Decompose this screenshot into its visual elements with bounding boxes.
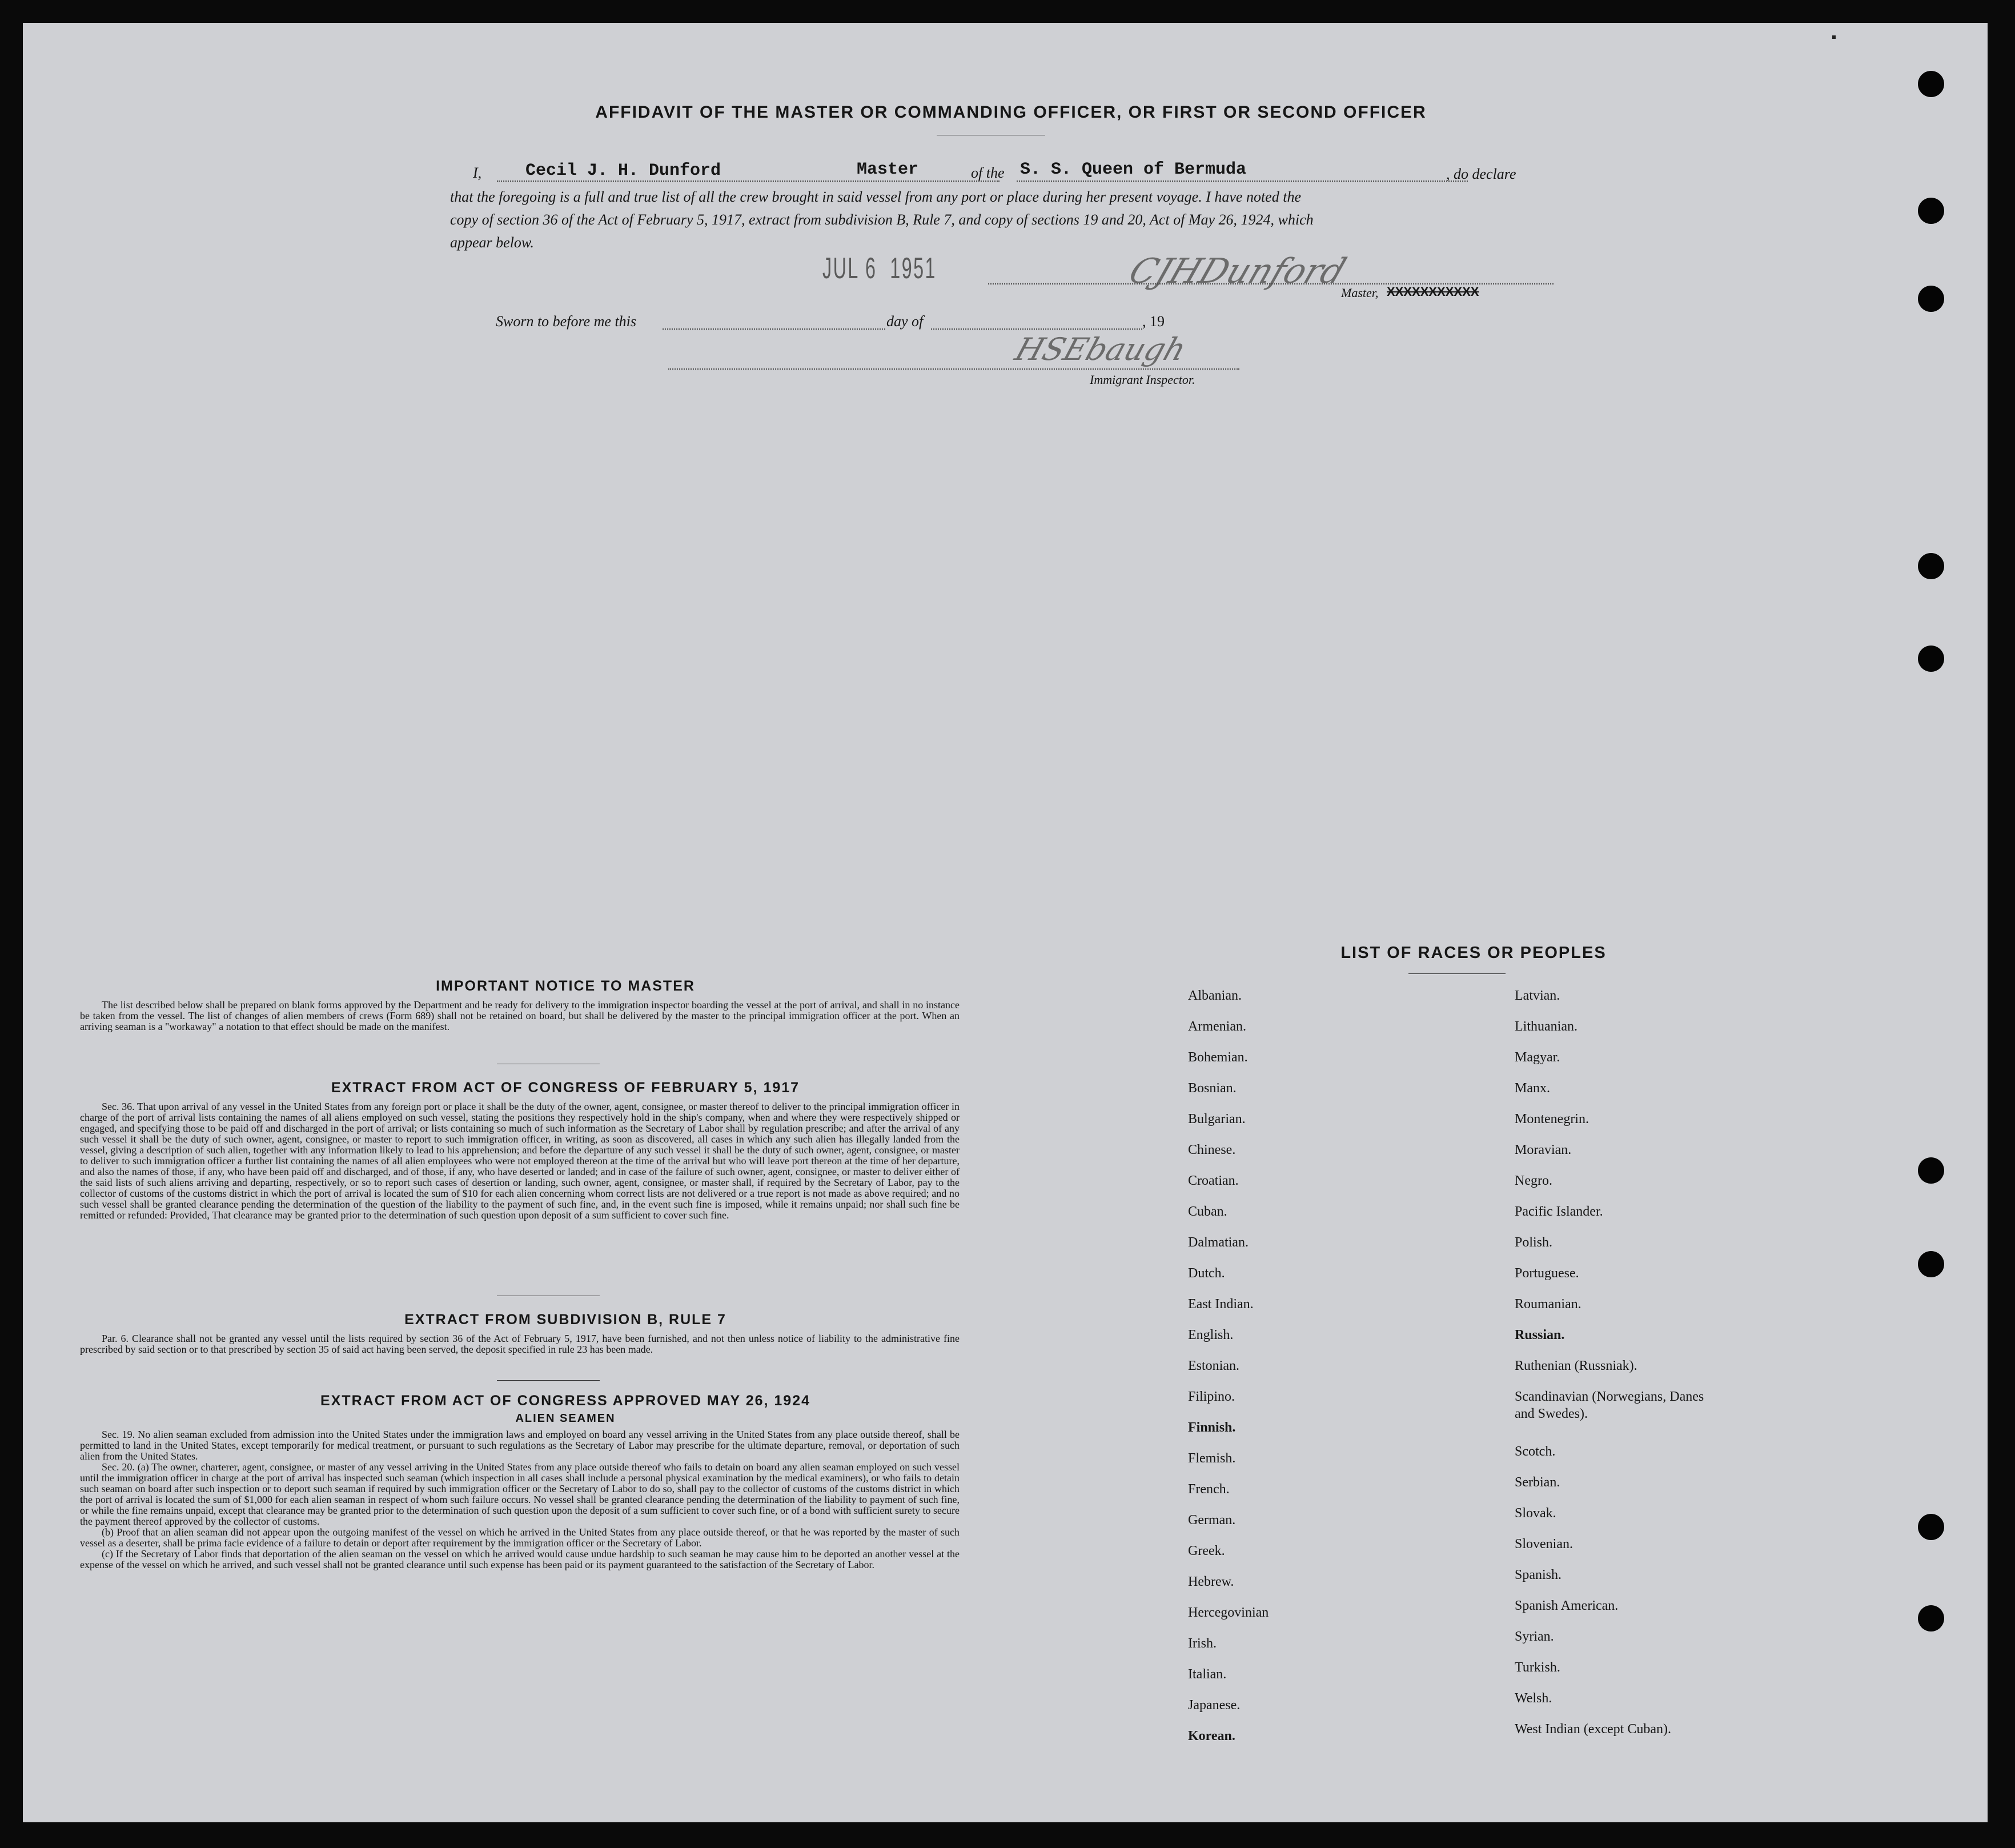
- rule7-title: EXTRACT FROM SUBDIVISION B, RULE 7: [404, 1312, 726, 1328]
- race-item: Spanish.: [1515, 1568, 1562, 1582]
- race-item: Lithuanian.: [1515, 1019, 1578, 1034]
- race-item: Scandinavian (Norwegians, Danes and Swedes).: [1515, 1389, 1704, 1421]
- affidavit-title: AFFIDAVIT OF THE MASTER OR COMMANDING OFFICER, OR FIRST OR SECOND OFFICER: [595, 103, 1427, 122]
- extract-1924-text: [80, 1429, 960, 1570]
- race-item: Hercegovinian: [1188, 1605, 1269, 1620]
- races-left-column: [1188, 987, 1508, 1758]
- binder-hole: [1918, 553, 1944, 579]
- binder-hole: [1918, 646, 1944, 672]
- extract-1917-text: [80, 1101, 960, 1221]
- race-item: Flemish.: [1188, 1451, 1236, 1466]
- binder-hole: [1918, 1514, 1944, 1540]
- binder-hole: [1918, 1157, 1944, 1184]
- binder-hole: [1918, 198, 1944, 224]
- race-item: Moravian.: [1515, 1143, 1572, 1157]
- vessel-name: S. S. Queen of Bermuda: [1020, 160, 1247, 179]
- race-item: Latvian.: [1515, 988, 1560, 1003]
- race-item: Japanese.: [1188, 1698, 1241, 1713]
- race-item: Magyar.: [1515, 1050, 1560, 1065]
- sec-19-paragraph: Sec. 19. No alien seaman excluded from admission into the United States under the immigration laws and employed on board any vessel arriving in the United States from any place outside thereof, shall be permitted to land in the United States, except temporarily for medical treatment, or pursuant to such regulations as the Secretary of Labor may prescribe for the ultimate departure, removal, or deportation of such alien from the United States.: [80, 1429, 960, 1462]
- race-item: Dalmatian.: [1188, 1235, 1249, 1250]
- name-line: [497, 181, 1000, 182]
- year-label: , 19: [1142, 313, 1165, 330]
- extract-1917-title: EXTRACT FROM ACT OF CONGRESS OF FEBRUARY 5, 1917: [331, 1080, 800, 1096]
- race-item: Montenegrin.: [1515, 1112, 1589, 1127]
- race-item: East Indian.: [1188, 1297, 1254, 1312]
- affidavit-line-3: copy of section 36 of the Act of February 5, 1917, extract from subdivision B, Rule 7, and copy of sections 19 and 20, Act of May 26, 1924, which: [450, 211, 1314, 228]
- race-item: Turkish.: [1515, 1660, 1560, 1675]
- race-item: Ruthenian (Russniak).: [1515, 1358, 1637, 1373]
- notice-title: IMPORTANT NOTICE TO MASTER: [436, 978, 695, 994]
- rank: Master: [857, 160, 919, 179]
- race-item: German.: [1188, 1513, 1236, 1528]
- race-item: Bulgarian.: [1188, 1112, 1246, 1127]
- races-title: LIST OF RACES OR PEOPLES: [1340, 944, 1607, 962]
- race-item: Portuguese.: [1515, 1266, 1579, 1281]
- inspector-label: Immigrant Inspector.: [1090, 372, 1195, 387]
- race-item: Scotch.: [1515, 1444, 1556, 1459]
- race-item: Croatian.: [1188, 1173, 1239, 1188]
- day-of-label: day of: [886, 313, 924, 330]
- race-item: Roumanian.: [1515, 1297, 1582, 1312]
- struck-title: XXXXXXXXXXX: [1387, 284, 1479, 299]
- races-divider: [1408, 973, 1506, 974]
- master-label: Master,: [1341, 286, 1379, 300]
- race-item: Welsh.: [1515, 1691, 1552, 1706]
- race-item: Cuban.: [1188, 1204, 1227, 1219]
- race-item: Bohemian.: [1188, 1050, 1248, 1065]
- race-item: Filipino.: [1188, 1389, 1235, 1404]
- race-item: Manx.: [1515, 1081, 1550, 1096]
- declare-label: , do declare: [1446, 166, 1516, 182]
- race-item: Dutch.: [1188, 1266, 1225, 1281]
- alien-seamen-subtitle: ALIEN SEAMEN: [515, 1412, 616, 1425]
- race-item: Slovak.: [1515, 1506, 1556, 1521]
- sec-20a-paragraph: Sec. 20. (a) The owner, charterer, agent, consignee, or master of any vessel arriving in the United States from any place outside thereof who fails to detain on board any alien seaman employed on such vessel until the immigration officer in charge at the port of arrival has inspected such seaman (which inspection in all cases shall include a personal physical examination by the medical examiners), or who fails to detain such seaman on board after such inspection or to deport such seaman if required by such immigration officer or the Secretary of Labor to do so, shall pay to the collector of customs of the customs district in which the port of arrival is located the sum of $1,000 for each alien seaman in respect of whom such failure occurs. No vessel shall be granted clearance pending the determination of the liability to payment of such fine, or while the fine remains unpaid, except that clearance may be granted prior to the determination of such question upon the deposit of a sum sufficient to cover such fine, or of a bond with sufficient surety to secure the payment thereof approved by the collector of customs.: [80, 1461, 960, 1527]
- race-item: Chinese.: [1188, 1143, 1236, 1157]
- affidavit-line-4: appear below.: [450, 234, 534, 251]
- affidavit-line-2: that the foregoing is a full and true list of all the crew brought in said vessel from any port or place during her present voyage. I have noted the: [450, 189, 1301, 205]
- race-item: Slovenian.: [1515, 1537, 1573, 1552]
- inspector-signature: HSEbaugh: [1010, 331, 1191, 367]
- race-item: Korean.: [1188, 1729, 1235, 1743]
- race-item: Armenian.: [1188, 1019, 1246, 1034]
- races-right-column: [1515, 987, 1835, 1751]
- race-item: English.: [1188, 1328, 1234, 1342]
- date-stamp: JUL 6 1951: [822, 252, 937, 285]
- race-item: Polish.: [1515, 1235, 1553, 1250]
- sworn-label: Sworn to before me this: [496, 313, 637, 330]
- master-signature: CJHDunford: [1123, 251, 1351, 291]
- notice-text: [80, 1000, 960, 1032]
- inspector-line: [668, 368, 1239, 370]
- binder-hole: [1918, 1605, 1944, 1631]
- race-item: Albanian.: [1188, 988, 1242, 1003]
- binder-hole: [1918, 1251, 1944, 1277]
- divider: [497, 1380, 600, 1381]
- mark: [1832, 35, 1836, 39]
- sec-20b-paragraph: (b) Proof that an alien seaman did not appear upon the outgoing manifest of the vessel on which he arrived in the United States from any place outside thereof, or that he was reported by the master of such vessel as a deserter, shall be prima facie evidence of a failure to detain or deport after requirement by the immigration officer or the Secretary of Labor.: [80, 1526, 960, 1549]
- vessel-line: [1017, 181, 1468, 182]
- race-item: Spanish American.: [1515, 1598, 1619, 1613]
- notice-paragraph: The list described below shall be prepared on blank forms approved by the Department and be ready for delivery to the immigration inspector boarding the vessel at the port of arrival, and shall in no instance be taken from the vessel. The list of changes of alien members of crews (Form 689) shall not be retained on board, but shall be delivered by the master to the principal immigration officer at the port. When an arriving seaman is a "workaway" a notation to that effect should be made on the manifest.: [80, 999, 960, 1032]
- race-item: Bosnian.: [1188, 1081, 1237, 1096]
- race-item: French.: [1188, 1482, 1230, 1497]
- race-item: West Indian (except Cuban).: [1515, 1722, 1671, 1737]
- race-item: Syrian.: [1515, 1629, 1554, 1644]
- rule7-text: [80, 1333, 960, 1355]
- sec-20c-paragraph: (c) If the Secretary of Labor finds that deportation of the alien seaman on the vessel on which he arrived would cause undue hardship to such seaman he may cause him to be deported an another vessel at the expense of the vessel on which he arrived, and such vessel shall not be granted clearance until such expense has been paid or its payment guaranteed to the satisfaction of the Secretary of Labor.: [80, 1548, 960, 1570]
- par6-paragraph: Par. 6. Clearance shall not be granted any vessel until the lists required by section 36 of the Act of February 5, 1917, have been furnished, and not then unless notice of liability to the administrative fine prescribed by said section or to that prescribed by section 35 of said act having been served, the deposit specified in rule 23 has been made.: [80, 1333, 960, 1355]
- race-item: Serbian.: [1515, 1475, 1560, 1490]
- race-item: Greek.: [1188, 1544, 1225, 1558]
- sworn-month-line: [931, 328, 1142, 330]
- manifest-sheet: [23, 23, 1988, 1822]
- binder-hole: [1918, 71, 1944, 97]
- extract-1924-title: EXTRACT FROM ACT OF CONGRESS APPROVED MAY 26, 1924: [320, 1393, 811, 1409]
- race-item: Negro.: [1515, 1173, 1552, 1188]
- race-item: Italian.: [1188, 1667, 1227, 1682]
- master-name: Cecil J. H. Dunford: [525, 161, 721, 181]
- race-item: Finnish.: [1188, 1420, 1236, 1435]
- sec-36-paragraph: Sec. 36. That upon arrival of any vessel in the United States from any foreign port or place it shall be the duty of the owner, agent, consignee, or master thereof to deliver to the principal immigration officer in charge of the port of arrival lists containing the names of all aliens employed on such vessel, stating the positions they respectively hold in the ship's company, when and where they were respectively shipped or engaged, and specifying those to be paid off and discharged in the port of arrival; or lists containing so much of such information as the Secretary of Labor shall by regulation prescribe; and after the arrival of any such vessel it shall be the duty of such owner, agent, consignee, or master to report to such immigration officer, in writing, as soon as discovered, all cases in which any such alien has illegally landed from the vessel, giving a description of such alien, together with any information likely to lead to his apprehension; and before the departure of any such vessel it shall be the duty of such owner, agent, consignee, or master to deliver to such immigration officer a further list containing the names of all alien employees who were not employed thereon at the time of the arrival but who will leave port thereon at the time of her departure, and also the names of those, if any, who have been paid off and discharged, and of those, if any, who have deserted or landed; and in case of the failure of such owner, agent, consignee, or master to deliver either of the said lists of such aliens arriving and departing, respectively, or so to report such cases of desertion or landing, such owner, agent, consignee, or master shall, if required by the Secretary of Labor, pay to the collector of customs of the customs district in which the port of arrival is located the sum of $10 for each alien concerning whom correct lists are not delivered or a true report is not made as above required; and no such vessel shall be granted clearance pending the determination of the question of the liability to the payment of such fine, and, in the event such fine is imposed, while it remains unpaid; nor shall such fine be remitted or refunded: Provided, That clearance may be granted prior to the determination of such question upon deposit of a sum sufficient to cover such fine.: [80, 1101, 960, 1221]
- race-item: Pacific Islander.: [1515, 1204, 1603, 1219]
- race-item: Hebrew.: [1188, 1574, 1234, 1589]
- race-item: Irish.: [1188, 1636, 1217, 1651]
- i-label: I,: [473, 165, 482, 181]
- race-item: Estonian.: [1188, 1358, 1239, 1373]
- sworn-day-line: [663, 328, 885, 330]
- race-item: Russian.: [1515, 1328, 1565, 1342]
- of-the-label: of the: [971, 165, 1005, 181]
- binder-hole: [1918, 286, 1944, 312]
